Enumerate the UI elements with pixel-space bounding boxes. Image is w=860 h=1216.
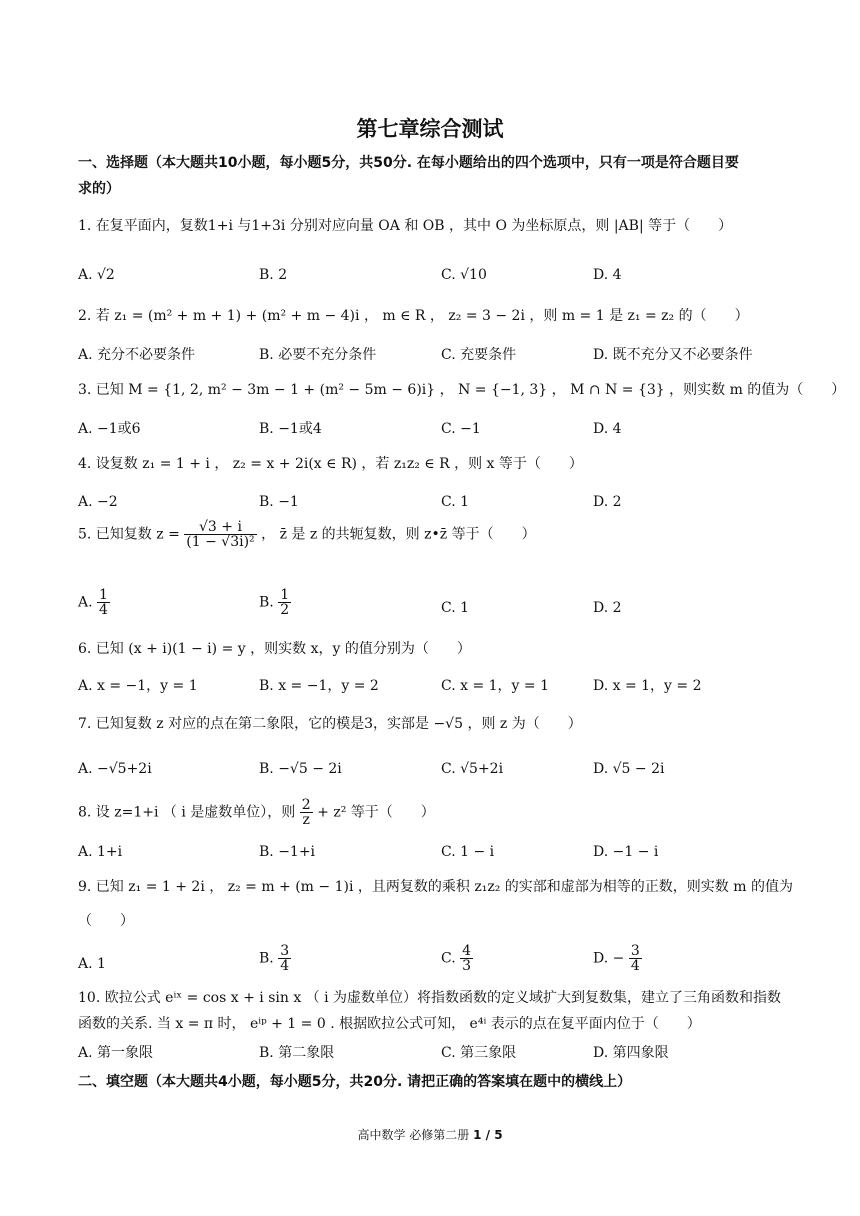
option-a: A. 1+i [78,844,123,860]
stem-line: 9. 已知 z₁ = 1 + 2i ， z₂ = m + (m − 1)i ，且两复数的乘积 z₁z₂ 的实部和虚部为相等的正数，则实数 m 的值为 [78,879,793,895]
option-d [593,944,642,973]
fraction-numerator: √3 + i [184,520,256,535]
option-b: B. −1或4 [259,421,322,437]
question-5-stem [78,520,788,549]
option-c: C. 充要条件 [441,347,517,363]
option-b: B. 必要不充分条件 [259,347,377,363]
option-c: C. 1 [441,494,470,510]
page-number: 1 / 5 [473,1128,503,1142]
question-2-stem: 2. 若 z₁ = (m² + m + 1) + (m² + m − 4)i ， m ∈ R ， z₂ = 3 − 2i ，则 m = 1 是 z₁ = z₂ 的（ ） [78,308,749,324]
option-d: D. 第四象限 [593,1045,669,1061]
option-d: D. 2 [593,600,622,616]
option-d: D. 4 [593,267,622,283]
question-8-stem [78,798,788,827]
option-c: C. 1 [441,600,470,616]
option-d: D. x = 1，y = 2 [593,678,702,694]
question-1-stem: 1. 在复平面内，复数1+i 与1+3i 分别对应向量 OA 和 OB ，其中 O 为坐标原点，则 |AB| 等于（ ） [78,218,733,234]
fraction-denominator: 4 [280,958,290,974]
stem-line: （ ） [78,913,134,929]
question-6-options [78,676,788,716]
fraction [278,588,291,617]
fraction-denominator: 2 [280,602,290,618]
fraction-denominator: 4 [99,602,108,618]
section-heading-fill: 二、填空题（本大题共4小题，每小题5分，共20分. 请把正确的答案填在题中的横线上） [78,1074,632,1090]
option-d: D. 2 [593,494,622,510]
option-a: A. 充分不必要条件 [78,347,196,363]
question-10-stem [78,985,788,1037]
option-c: C. 1 − i [441,844,495,860]
option-label: D. − [593,950,625,967]
option-c: C. 第三象限 [441,1045,517,1061]
option-d: D. 4 [593,421,622,437]
section-heading-choice [78,150,786,202]
section-heading-line: 求的） [78,181,120,197]
option-c: C. √5+2i [441,761,504,777]
option-c: C. x = 1，y = 1 [441,678,549,694]
option-a: A. √2 [78,267,115,283]
option-b: B. −1+i [259,844,316,860]
fraction [278,944,291,973]
fraction-denominator: (1 − √3i)² [186,534,255,550]
stem-suffix: + z² 等于（ ） [317,804,435,821]
fraction-numerator: 4 [462,943,472,959]
question-7-options [78,759,788,799]
option-label: C. [441,950,456,967]
option-b [259,588,291,617]
fraction-numerator: 1 [280,587,290,603]
stem-prefix: 8. 设 z=1+i （ i 是虚数单位），则 [78,804,296,821]
option-a: A. 第一象限 [78,1045,154,1061]
page-title: 第七章综合测试 [356,117,504,141]
option-a [78,588,110,617]
fraction-numerator: 2 [301,797,311,813]
question-7-stem: 7. 已知复数 z 对应的点在第二象限，它的模是3，实部是 −√5 ，则 z 为（ ） [78,716,582,732]
fraction [460,944,473,973]
question-4-stem: 4. 设复数 z₁ = 1 + i ， z₂ = x + 2i(x ∈ R) ，若 z₁z₂ ∈ R ，则 x 等于（ ） [78,456,583,472]
fraction [97,588,110,617]
option-label: B. [259,950,274,967]
stem-prefix: 5. 已知复数 z = [78,526,180,543]
fraction-denominator: 4 [630,958,640,974]
question-3-stem: 3. 已知 M = {1, 2, m² − 3m − 1 + (m² − 5m − 6)i} ， N = {−1, 3} ， M ∩ N = {3} ，则实数 m 的值为（ ） [78,382,846,398]
option-b: B. −1 [259,494,299,510]
question-5-options [78,588,788,628]
option-a: A. −2 [78,494,118,510]
fraction-denominator: 3 [462,958,472,974]
page-footer [0,1126,860,1143]
stem-line: 10. 欧拉公式 eⁱˣ = cos x + i sin x （ i 为虚数单位）将指数函数的定义域扩大到复数集，建立了三角函数和指数 [78,990,782,1006]
option-d: D. 既不充分又不必要条件 [593,347,753,363]
fraction-numerator: 3 [280,943,290,959]
option-b: B. 2 [259,267,288,283]
option-c [441,944,473,973]
option-b: B. −√5 − 2i [259,761,342,777]
fraction [184,520,256,549]
option-b [259,944,291,973]
footer-text: 高中数学 必修第二册 [357,1128,470,1142]
question-6-stem: 6. 已知 (x + i)(1 − i) = y ，则实数 x，y 的值分别为（ ） [78,641,471,657]
fraction [629,944,642,973]
fraction-denominator: z [302,812,310,828]
option-a: A. 1 [78,956,106,972]
option-a: A. −1或6 [78,421,141,437]
option-d: D. −1 − i [593,844,659,860]
option-b: B. x = −1，y = 2 [259,678,379,694]
option-b: B. 第二象限 [259,1045,335,1061]
option-a: A. −√5+2i [78,761,152,777]
fraction-numerator: 1 [99,587,108,603]
stem-line: 函数的关系. 当 x = π 时， eⁱᵖ + 1 = 0 . 根据欧拉公式可知， e⁴ⁱ 表示的点在复平面内位于（ ） [78,1016,701,1032]
option-label: A. [78,594,93,611]
option-c: C. −1 [441,421,481,437]
section-heading-line: 一、选择题（本大题共10小题，每小题5分，共50分. 在每小题给出的四个选项中，只有一项是符合题目要 [78,155,739,171]
question-1-options [78,265,788,305]
option-c: C. √10 [441,267,487,283]
fraction-numerator: 3 [630,943,640,959]
option-d: D. √5 − 2i [593,761,665,777]
fraction [300,798,313,827]
option-a: A. x = −1，y = 1 [78,678,198,694]
stem-suffix: ， z̄ 是 z 的共轭复数，则 z•z̄ 等于（ ） [261,526,536,543]
option-label: B. [259,594,274,611]
question-9-options [78,944,788,984]
question-9-stem [78,874,793,934]
